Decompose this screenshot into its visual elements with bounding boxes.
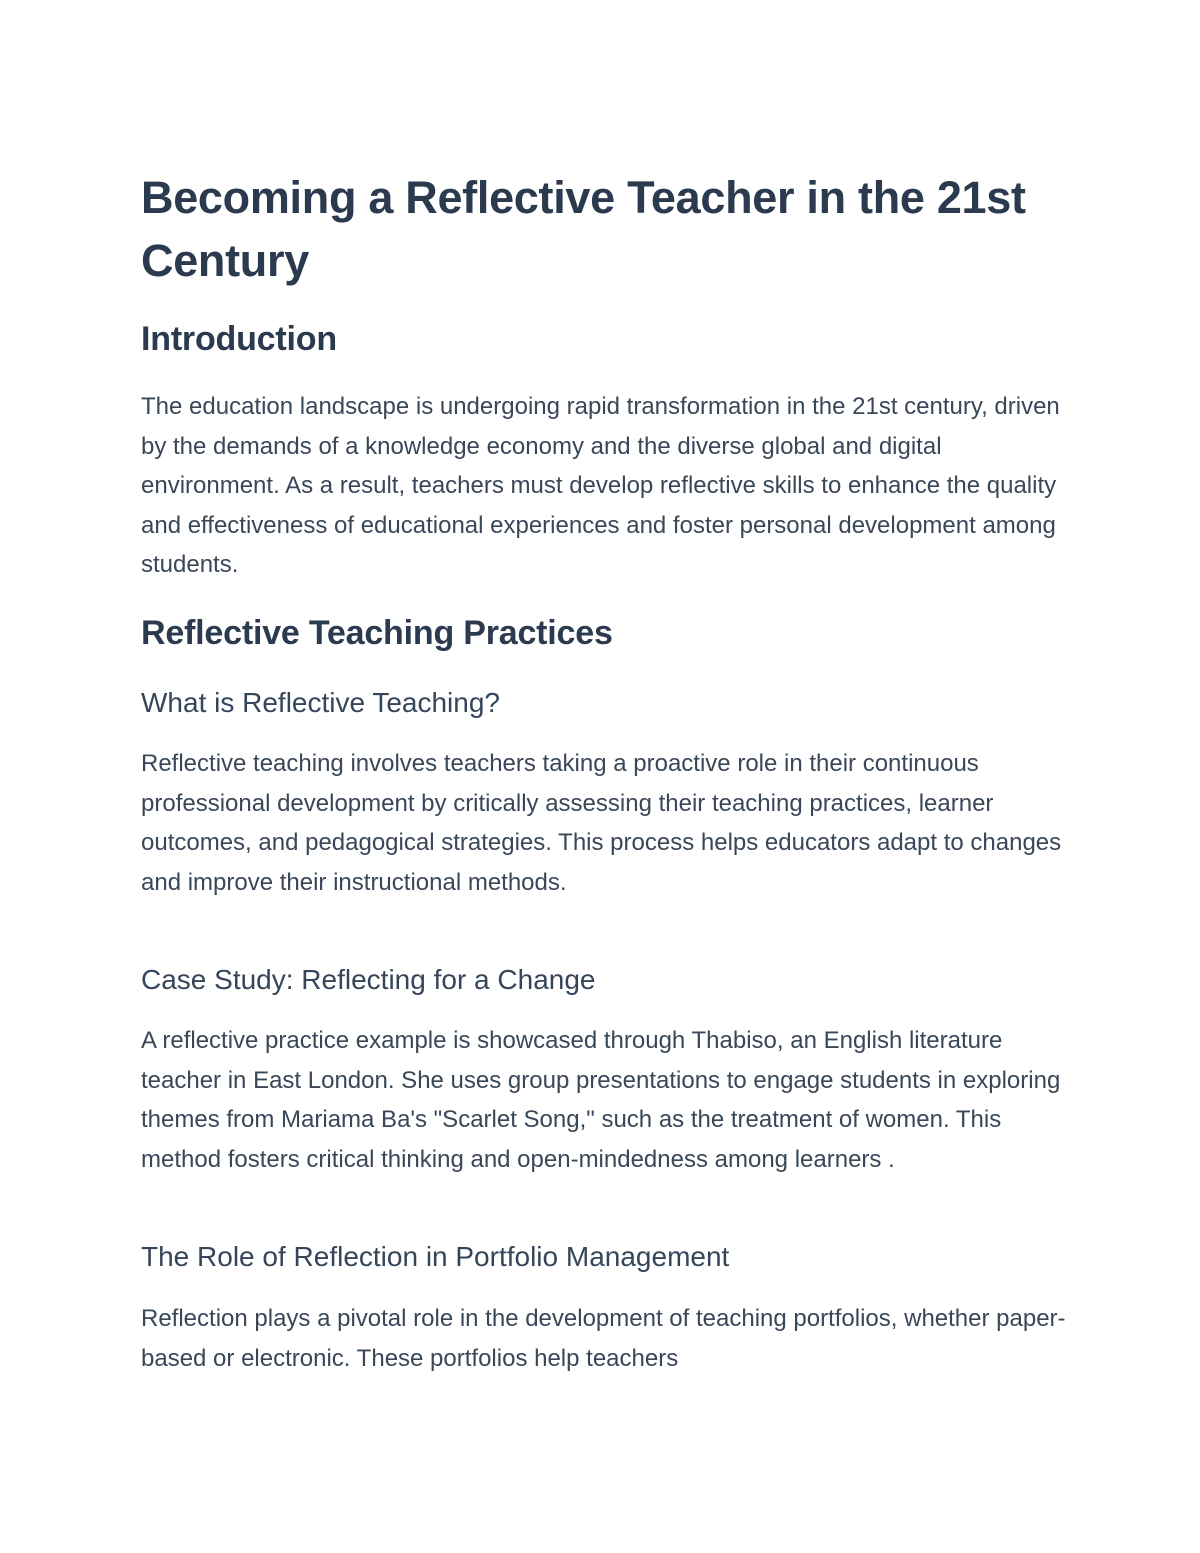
subheading-portfolio-management: The Role of Reflection in Portfolio Management [141, 1241, 730, 1272]
heading-introduction: Introduction [141, 320, 337, 358]
paragraph-case-study: A reflective practice example is showcased through Thabiso, an English literature teacher in East London. She uses group presentations to engage students in exploring themes from Mariama Ba's "Scarlet Song," such as the treatment of women. This method fosters critical thinking and open-mindedness among learners . [141, 1027, 1061, 1173]
heading-reflective-teaching-practices: Reflective Teaching Practices [141, 614, 613, 652]
document-title: Becoming a Reflective Teacher in the 21st Century [141, 172, 1026, 286]
paragraph-portfolio-management: Reflection plays a pivotal role in the development of teaching portfolios, whether paper-based or electronic. These portfolios help teachers [141, 1305, 1066, 1372]
subheading-case-study: Case Study: Reflecting for a Change [141, 964, 596, 995]
paragraph-what-is-reflective-teaching: Reflective teaching involves teachers taking a proactive role in their continuous professional development by critically assessing their teaching practices, learner outcomes, and pedagogical strategies. This process helps educators adapt to changes and improve their instructional methods. [141, 750, 1062, 896]
paragraph-introduction: The education landscape is undergoing rapid transformation in the 21st century, driven by the demands of a knowledge economy and the diverse global and digital environment. As a result, teachers must develop reflective skills to enhance the quality and effectiveness of educational experiences and foster personal development among students. [141, 393, 1060, 578]
subheading-what-is-reflective-teaching: What is Reflective Teaching? [141, 687, 500, 718]
